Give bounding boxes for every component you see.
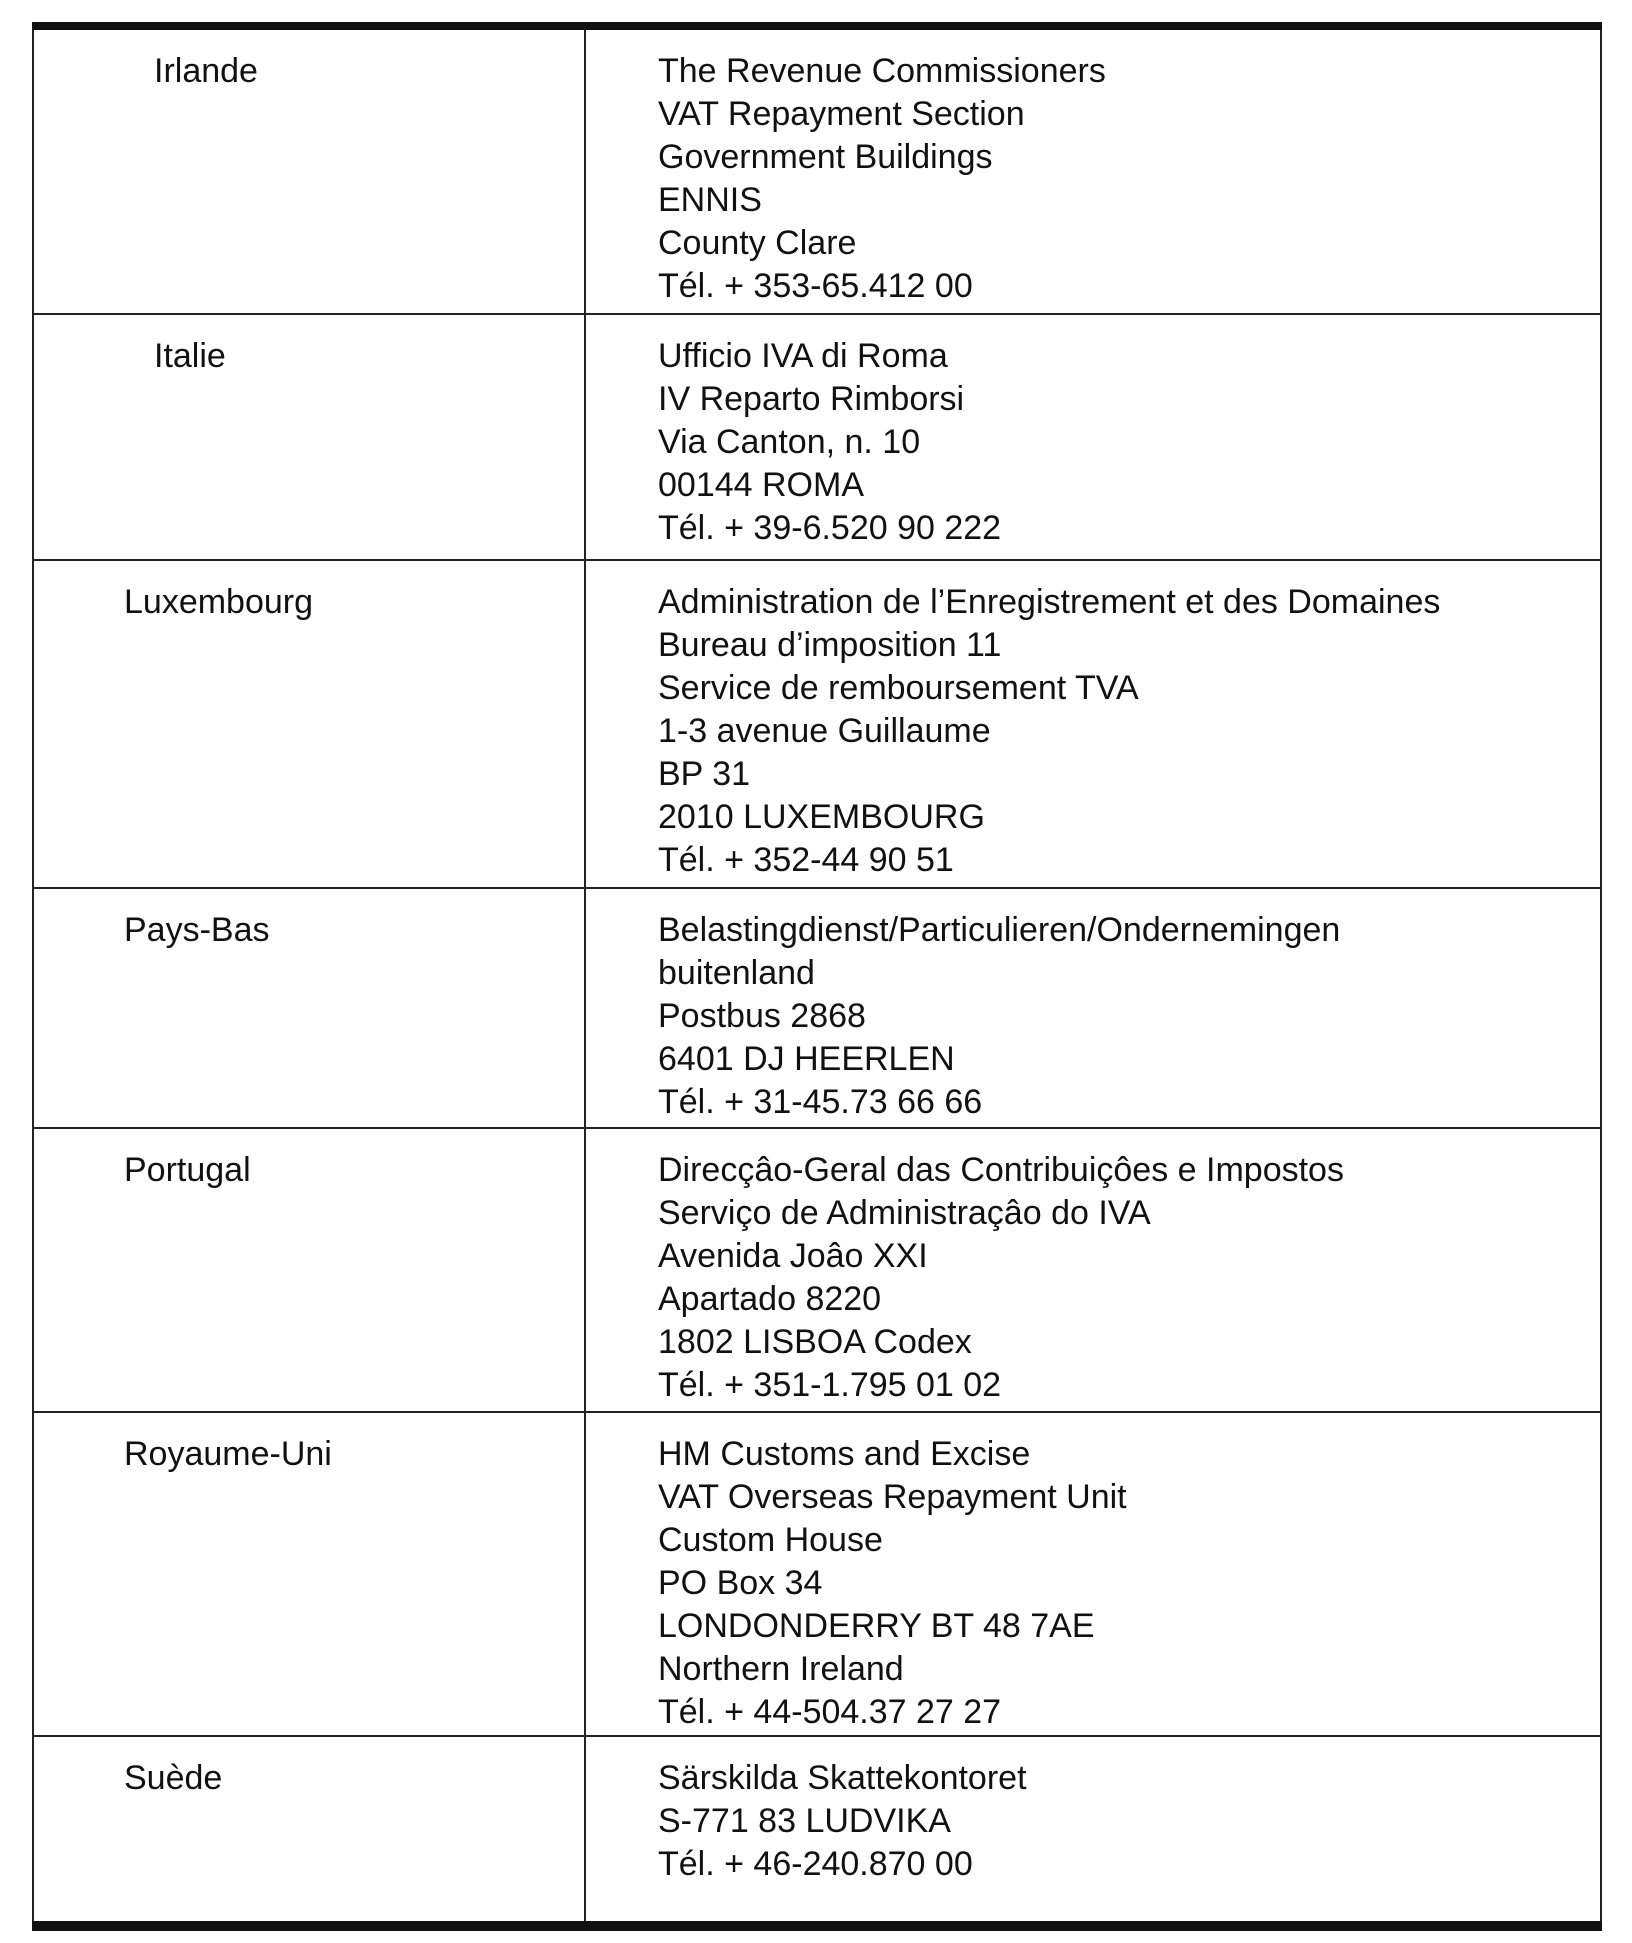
country-cell (33, 560, 585, 888)
address-line: ENNIS (658, 181, 762, 219)
country-name: Luxembourg (124, 583, 314, 621)
address-line: S-771 83 LUDVIKA (658, 1802, 951, 1840)
table-row (33, 1736, 1601, 1926)
country-cell (33, 1128, 585, 1412)
address-line: Direcçâo-Geral das Contribuiçôes e Impostos (658, 1151, 1344, 1189)
table-row (33, 1412, 1601, 1736)
country-name: Suède (124, 1759, 223, 1797)
address-cell (585, 1412, 1601, 1736)
address-line: Apartado 8220 (658, 1280, 882, 1318)
address-cell (585, 314, 1601, 560)
address-table (32, 22, 1602, 1931)
country-name: Portugal (124, 1151, 251, 1189)
address-line: Administration de l’Enregistrement et des Domaines (658, 583, 1441, 621)
country-cell (33, 314, 585, 560)
address-line: Tél. + 39-6.520 90 222 (658, 509, 1002, 547)
table-row (33, 314, 1601, 560)
address-line: Ufficio IVA di Roma (658, 337, 948, 375)
address-line: buitenland (658, 954, 815, 992)
address-line: Bureau d’imposition 11 (658, 626, 1002, 664)
address-line: 2010 LUXEMBOURG (658, 798, 985, 836)
table-row (33, 26, 1601, 314)
address-cell (585, 26, 1601, 314)
country-cell (33, 26, 585, 314)
address-line: The Revenue Commissioners (658, 52, 1106, 90)
address-line: 1802 LISBOA Codex (658, 1323, 972, 1361)
address-line: 00144 ROMA (658, 466, 864, 504)
address-line: Tél. + 352-44 90 51 (658, 841, 954, 879)
address-line: Avenida Joâo XXI (658, 1237, 928, 1275)
address-line: Postbus 2868 (658, 997, 866, 1035)
address-line: VAT Repayment Section (658, 95, 1025, 133)
address-line: VAT Overseas Repayment Unit (658, 1478, 1127, 1516)
country-cell (33, 1736, 585, 1926)
address-line: Government Buildings (658, 138, 993, 176)
address-line: PO Box 34 (658, 1564, 823, 1602)
table-row (33, 888, 1601, 1128)
address-line: Northern Ireland (658, 1650, 904, 1688)
country-name: Royaume-Uni (124, 1435, 332, 1473)
address-line: Custom House (658, 1521, 883, 1559)
address-line: Särskilda Skattekontoret (658, 1759, 1027, 1797)
table-row (33, 560, 1601, 888)
address-line: Tél. + 31-45.73 66 66 (658, 1083, 983, 1121)
address-line: Service de remboursement TVA (658, 669, 1139, 707)
address-line: 1-3 avenue Guillaume (658, 712, 991, 750)
address-line: 6401 DJ HEERLEN (658, 1040, 955, 1078)
address-line: HM Customs and Excise (658, 1435, 1031, 1473)
table-row (33, 1128, 1601, 1412)
country-cell (33, 1412, 585, 1736)
country-name: Irlande (154, 52, 258, 90)
address-cell (585, 1736, 1601, 1926)
address-line: Tél. + 44-504.37 27 27 (658, 1693, 1002, 1731)
address-line: County Clare (658, 224, 857, 262)
address-cell (585, 1128, 1601, 1412)
address-line: Tél. + 46-240.870 00 (658, 1845, 973, 1883)
address-line: Via Canton, n. 10 (658, 423, 921, 461)
country-name: Pays-Bas (124, 911, 270, 949)
address-line: IV Reparto Rimborsi (658, 380, 965, 418)
address-line: Tél. + 351-1.795 01 02 (658, 1366, 1002, 1404)
address-cell (585, 560, 1601, 888)
address-line: LONDONDERRY BT 48 7AE (658, 1607, 1095, 1645)
address-line: Belastingdienst/Particulieren/Ondernemingen (658, 911, 1341, 949)
address-line: Serviço de Administraçâo do IVA (658, 1194, 1151, 1232)
address-line: BP 31 (658, 755, 751, 793)
country-name: Italie (154, 337, 226, 375)
country-cell (33, 888, 585, 1128)
address-line: Tél. + 353-65.412 00 (658, 267, 973, 305)
address-cell (585, 888, 1601, 1128)
